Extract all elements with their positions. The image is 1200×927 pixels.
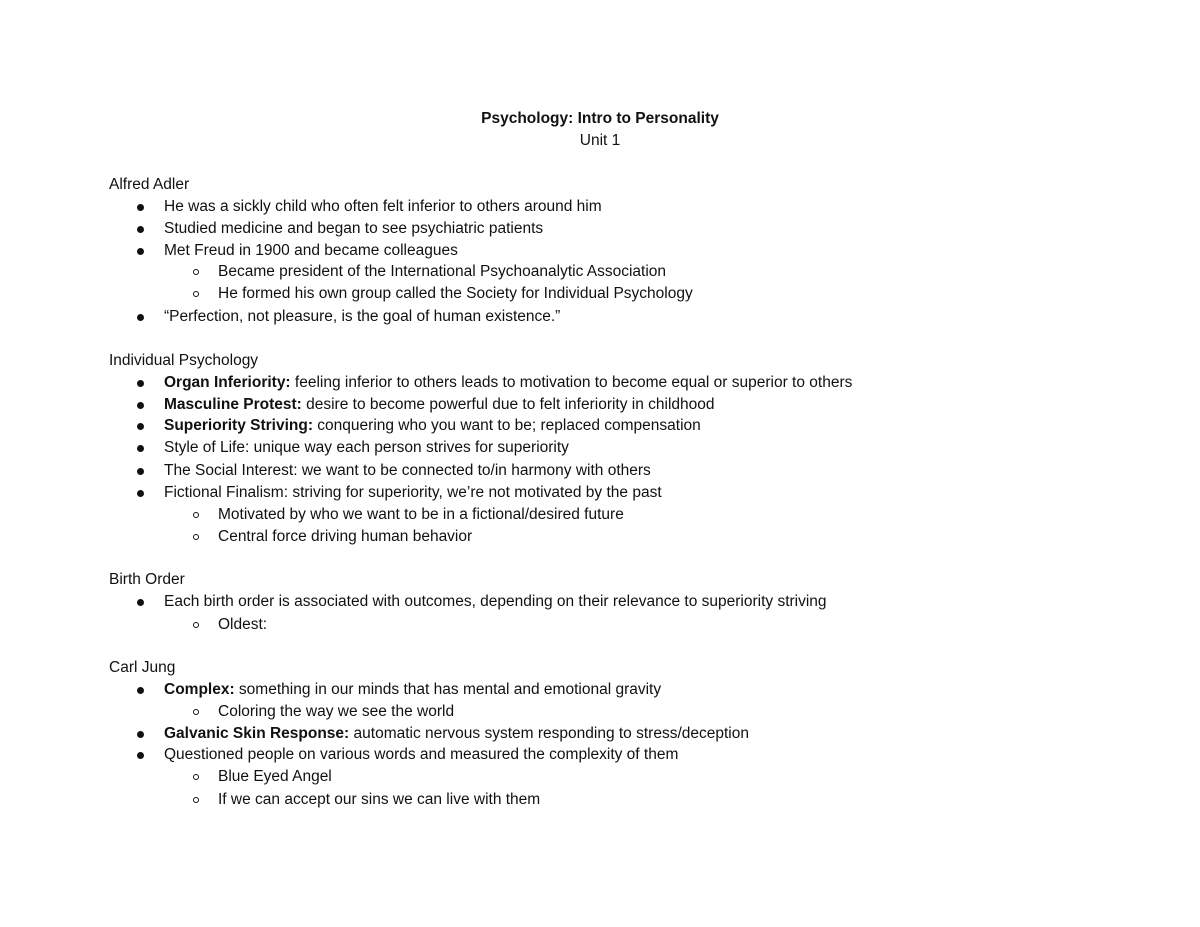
bullet-icon <box>137 423 144 430</box>
section-heading-individual-psychology: Individual Psychology <box>109 352 259 369</box>
bullet-icon <box>137 687 144 694</box>
term-definition: something in our minds that has mental and emotional gravity <box>234 681 662 698</box>
sub-bullet-icon <box>193 291 199 297</box>
bullet-icon <box>137 380 144 387</box>
list-item: Each birth order is associated with outcomes, depending on their relevance to superiority striving <box>164 593 827 610</box>
section-heading-carl-jung: Carl Jung <box>109 659 176 676</box>
section-heading-birth-order: Birth Order <box>109 571 185 588</box>
list-subitem: Became president of the International Psychoanalytic Association <box>218 263 667 280</box>
term-label: Complex: <box>164 681 235 698</box>
term-definition: desire to become powerful due to felt inferiority in childhood <box>301 396 715 413</box>
list-item: Studied medicine and began to see psychiatric patients <box>164 220 544 237</box>
sub-bullet-icon <box>193 709 199 715</box>
term-label: Organ Inferiority: <box>164 374 291 391</box>
list-item <box>164 680 661 700</box>
term-definition: feeling inferior to others leads to motivation to become equal or superior to others <box>290 374 853 391</box>
bullet-icon <box>137 204 144 211</box>
list-item: Questioned people on various words and measured the complexity of them <box>164 746 679 763</box>
list-item <box>164 395 715 415</box>
term-label: Superiority Striving: <box>164 417 313 434</box>
bullet-icon <box>137 490 144 497</box>
bullet-icon <box>137 468 144 475</box>
sub-bullet-icon <box>193 512 199 518</box>
sub-bullet-icon <box>193 622 199 628</box>
list-item: “Perfection, not pleasure, is the goal of human existence.” <box>164 308 561 325</box>
term-definition: conquering who you want to be; replaced compensation <box>313 417 701 434</box>
bullet-icon <box>137 445 144 452</box>
list-subitem: Oldest: <box>218 616 268 633</box>
bullet-icon <box>137 752 144 759</box>
list-item: He was a sickly child who often felt inferior to others around him <box>164 198 602 215</box>
list-item <box>164 373 852 393</box>
list-item <box>164 416 701 436</box>
sub-bullet-icon <box>193 797 199 803</box>
term-label: Galvanic Skin Response: <box>164 725 350 742</box>
bullet-icon <box>137 599 144 606</box>
bullet-icon <box>137 402 144 409</box>
list-item: Met Freud in 1900 and became colleagues <box>164 242 458 259</box>
list-subitem: Blue Eyed Angel <box>218 768 332 785</box>
bullet-icon <box>137 314 144 321</box>
sub-bullet-icon <box>193 269 199 275</box>
document-title: Psychology: Intro to Personality <box>481 110 719 127</box>
bullet-icon <box>137 731 144 738</box>
bullet-icon <box>137 226 144 233</box>
list-subitem: He formed his own group called the Society for Individual Psychology <box>218 285 693 302</box>
term-definition: automatic nervous system responding to stress/deception <box>349 725 749 742</box>
list-item: The Social Interest: we want to be connected to/in harmony with others <box>164 462 651 479</box>
term-label: Masculine Protest: <box>164 396 302 413</box>
sub-bullet-icon <box>193 774 199 780</box>
document-subtitle: Unit 1 <box>579 132 621 149</box>
sub-bullet-icon <box>193 534 199 540</box>
bullet-icon <box>137 248 144 255</box>
section-heading-alfred-adler: Alfred Adler <box>109 176 190 193</box>
list-subitem: Central force driving human behavior <box>218 528 473 545</box>
list-subitem: If we can accept our sins we can live with them <box>218 791 541 808</box>
list-item <box>164 724 749 744</box>
list-subitem: Coloring the way we see the world <box>218 703 455 720</box>
list-item: Style of Life: unique way each person strives for superiority <box>164 439 569 456</box>
list-subitem: Motivated by who we want to be in a fictional/desired future <box>218 506 624 523</box>
list-item: Fictional Finalism: striving for superiority, we’re not motivated by the past <box>164 484 662 501</box>
